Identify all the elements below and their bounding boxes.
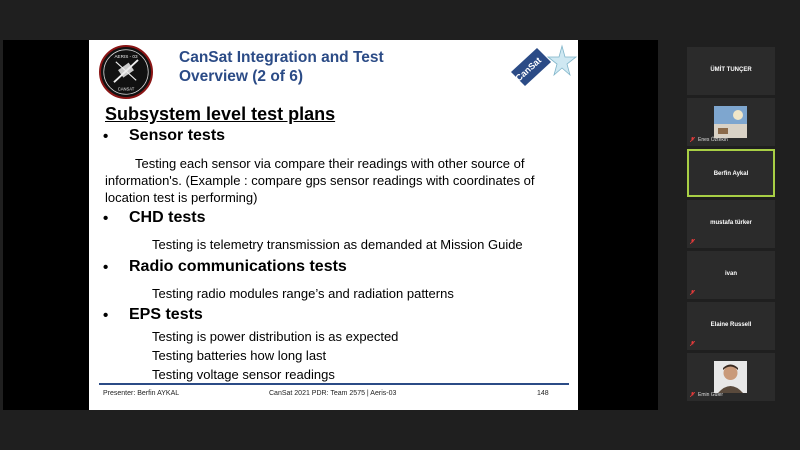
- muted-mic-icon: [690, 137, 695, 142]
- participant-name: ivan: [724, 271, 737, 277]
- sensor-tests-line3: location test is performing): [105, 190, 258, 205]
- participant-tile-mustafa[interactable]: [687, 200, 775, 248]
- participant-name: mustafa türker: [710, 220, 752, 226]
- participant-tile-berfin[interactable]: [687, 149, 775, 197]
- footer-center: CanSat 2021 PDR: Team 2575 | Aeris-03: [269, 390, 397, 397]
- svg-text:CANSAT: CANSAT: [117, 86, 135, 92]
- chd-tests-line1: Testing is telemetry transmission as demanded at Mission Guide: [152, 237, 523, 252]
- participant-video: [714, 106, 747, 138]
- section-heading: Subsystem level test plans: [105, 104, 336, 124]
- bullet-chd: •: [103, 210, 109, 227]
- screen-share-area: [3, 40, 658, 410]
- footer-presenter: Presenter: Berfin AYKAL: [103, 390, 180, 397]
- slide-title-line2: Overview (2 of 6): [179, 68, 304, 85]
- sensor-tests-heading: Sensor tests: [129, 127, 226, 144]
- participant-video: [714, 361, 747, 393]
- slide-title: [179, 48, 479, 86]
- participant-tile-umit[interactable]: [687, 47, 775, 95]
- muted-mic-icon: [690, 290, 695, 295]
- bullet-eps: •: [103, 307, 109, 324]
- participant-name: Enes Öztekin: [698, 137, 728, 143]
- eps-tests-line2: Testing batteries how long last: [152, 348, 327, 363]
- eps-tests-line1: Testing is power distribution is as expected: [152, 329, 399, 344]
- participant-tile-elaine[interactable]: [687, 302, 775, 350]
- bullet-sensor: •: [103, 128, 109, 145]
- eps-tests-heading: EPS tests: [129, 306, 203, 323]
- muted-mic-icon: [690, 341, 695, 346]
- cansat-logo: [507, 42, 577, 94]
- chd-tests-heading: CHD tests: [129, 209, 206, 226]
- participant-tile-ivan[interactable]: [687, 251, 775, 299]
- radio-tests-line1: Testing radio modules range’s and radiation patterns: [152, 286, 454, 301]
- participant-name: Elaine Russell: [710, 322, 752, 328]
- presentation-slide: [89, 40, 578, 410]
- participant-tile-enes[interactable]: [687, 98, 775, 146]
- participant-name: Berfin Aykal: [713, 171, 749, 177]
- aeris-team-logo: [99, 45, 153, 99]
- eps-tests-line3: Testing voltage sensor readings: [152, 367, 335, 382]
- participant-name: ÜMİT TUNÇER: [710, 67, 752, 73]
- footer-divider: [99, 383, 569, 385]
- sensor-tests-line1: Testing each sensor via compare their readings with other source of: [135, 156, 525, 171]
- slide-title-line1: CanSat Integration and Test: [179, 49, 384, 66]
- participant-tile-emin[interactable]: [687, 353, 775, 401]
- footer-page-number: 148: [537, 390, 549, 397]
- sensor-tests-line2: information's. (Example : compare gps sensor readings with coordinates of: [105, 173, 535, 188]
- participant-name: Emin Guler: [698, 392, 724, 398]
- muted-mic-icon: [690, 239, 695, 244]
- svg-text:CanSat: CanSat: [513, 55, 544, 84]
- svg-text:AERIS - 03: AERIS - 03: [114, 54, 138, 60]
- radio-tests-heading: Radio communications tests: [129, 258, 347, 275]
- muted-mic-icon: [690, 392, 695, 397]
- bullet-radio: •: [103, 259, 109, 276]
